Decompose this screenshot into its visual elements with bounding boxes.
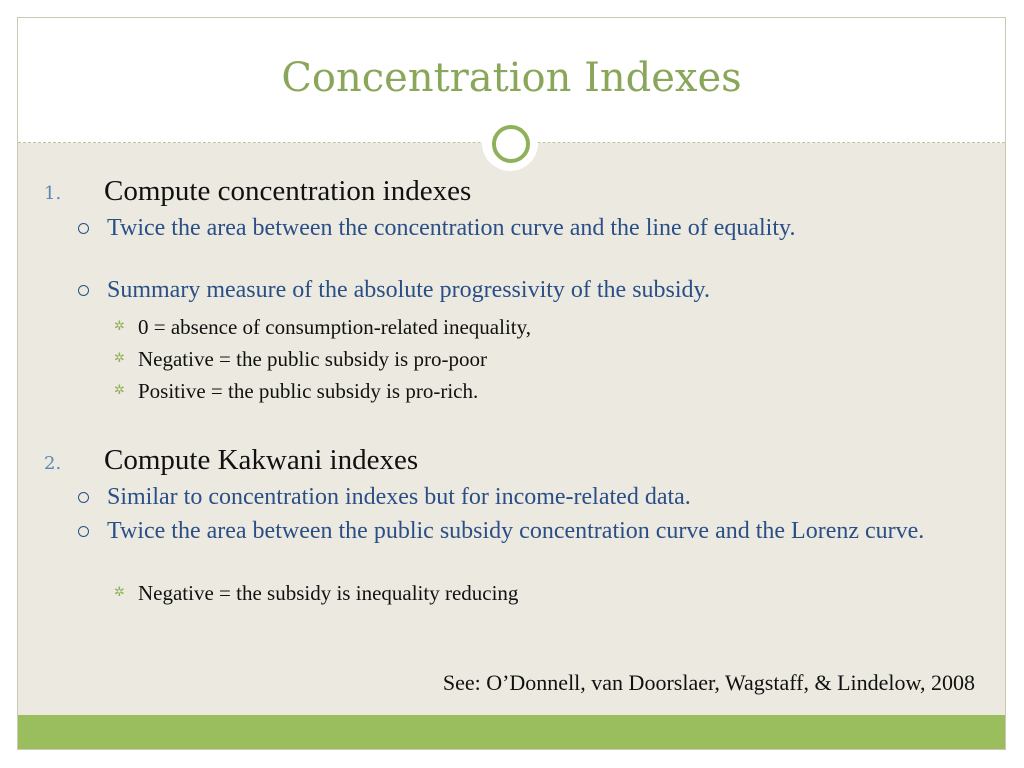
hollow-circle-bullet-icon xyxy=(78,285,89,296)
title-ornament xyxy=(482,115,538,171)
star-bullet-icon: ✲ xyxy=(114,319,125,334)
citation: See: O’Donnell, van Doorslaer, Wagstaff, & Lindelow, 2008 xyxy=(442,670,975,695)
slide-title: Concentration Indexes xyxy=(281,55,742,101)
list-item xyxy=(78,517,958,545)
list-item-text: Twice the area between the public subsidy concentration curve and the Lorenz curve. xyxy=(107,518,925,544)
sub-list-item-text: Negative = the public subsidy is pro-poor xyxy=(138,347,487,371)
list-item xyxy=(78,214,958,242)
list-item-text: Summary measure of the absolute progressivity of the subsidy. xyxy=(107,277,710,303)
list-number: 1. xyxy=(44,183,62,204)
list-heading: Compute concentration indexes xyxy=(104,175,472,207)
sub-list-item xyxy=(114,346,487,372)
slide xyxy=(17,17,1006,750)
list-item-text: Similar to concentration indexes but for income-related data. xyxy=(107,484,691,510)
star-bullet-icon: ✲ xyxy=(114,585,125,600)
star-bullet-icon: ✲ xyxy=(114,351,125,366)
footer-bar xyxy=(18,715,1005,749)
star-bullet-icon: ✲ xyxy=(114,383,125,398)
list-item xyxy=(78,483,958,511)
sub-list-item xyxy=(114,378,478,404)
list-item-text: Twice the area between the concentration curve and the line of equality. xyxy=(107,215,796,241)
list-item xyxy=(78,276,958,304)
sub-list-item-text: Positive = the public subsidy is pro-rich. xyxy=(138,379,479,403)
sub-list-item xyxy=(114,580,518,606)
list-heading: Compute Kakwani indexes xyxy=(104,444,419,476)
hollow-circle-bullet-icon xyxy=(78,492,89,503)
hollow-circle-bullet-icon xyxy=(78,526,89,537)
circle-ring-icon xyxy=(492,125,530,163)
hollow-circle-bullet-icon xyxy=(78,223,89,234)
sub-list-item xyxy=(114,314,531,340)
list-number: 2. xyxy=(44,453,62,474)
sub-list-item-text: Negative = the subsidy is inequality reducing xyxy=(138,581,519,605)
sub-list-item-text: 0 = absence of consumption-related inequality, xyxy=(138,315,532,339)
